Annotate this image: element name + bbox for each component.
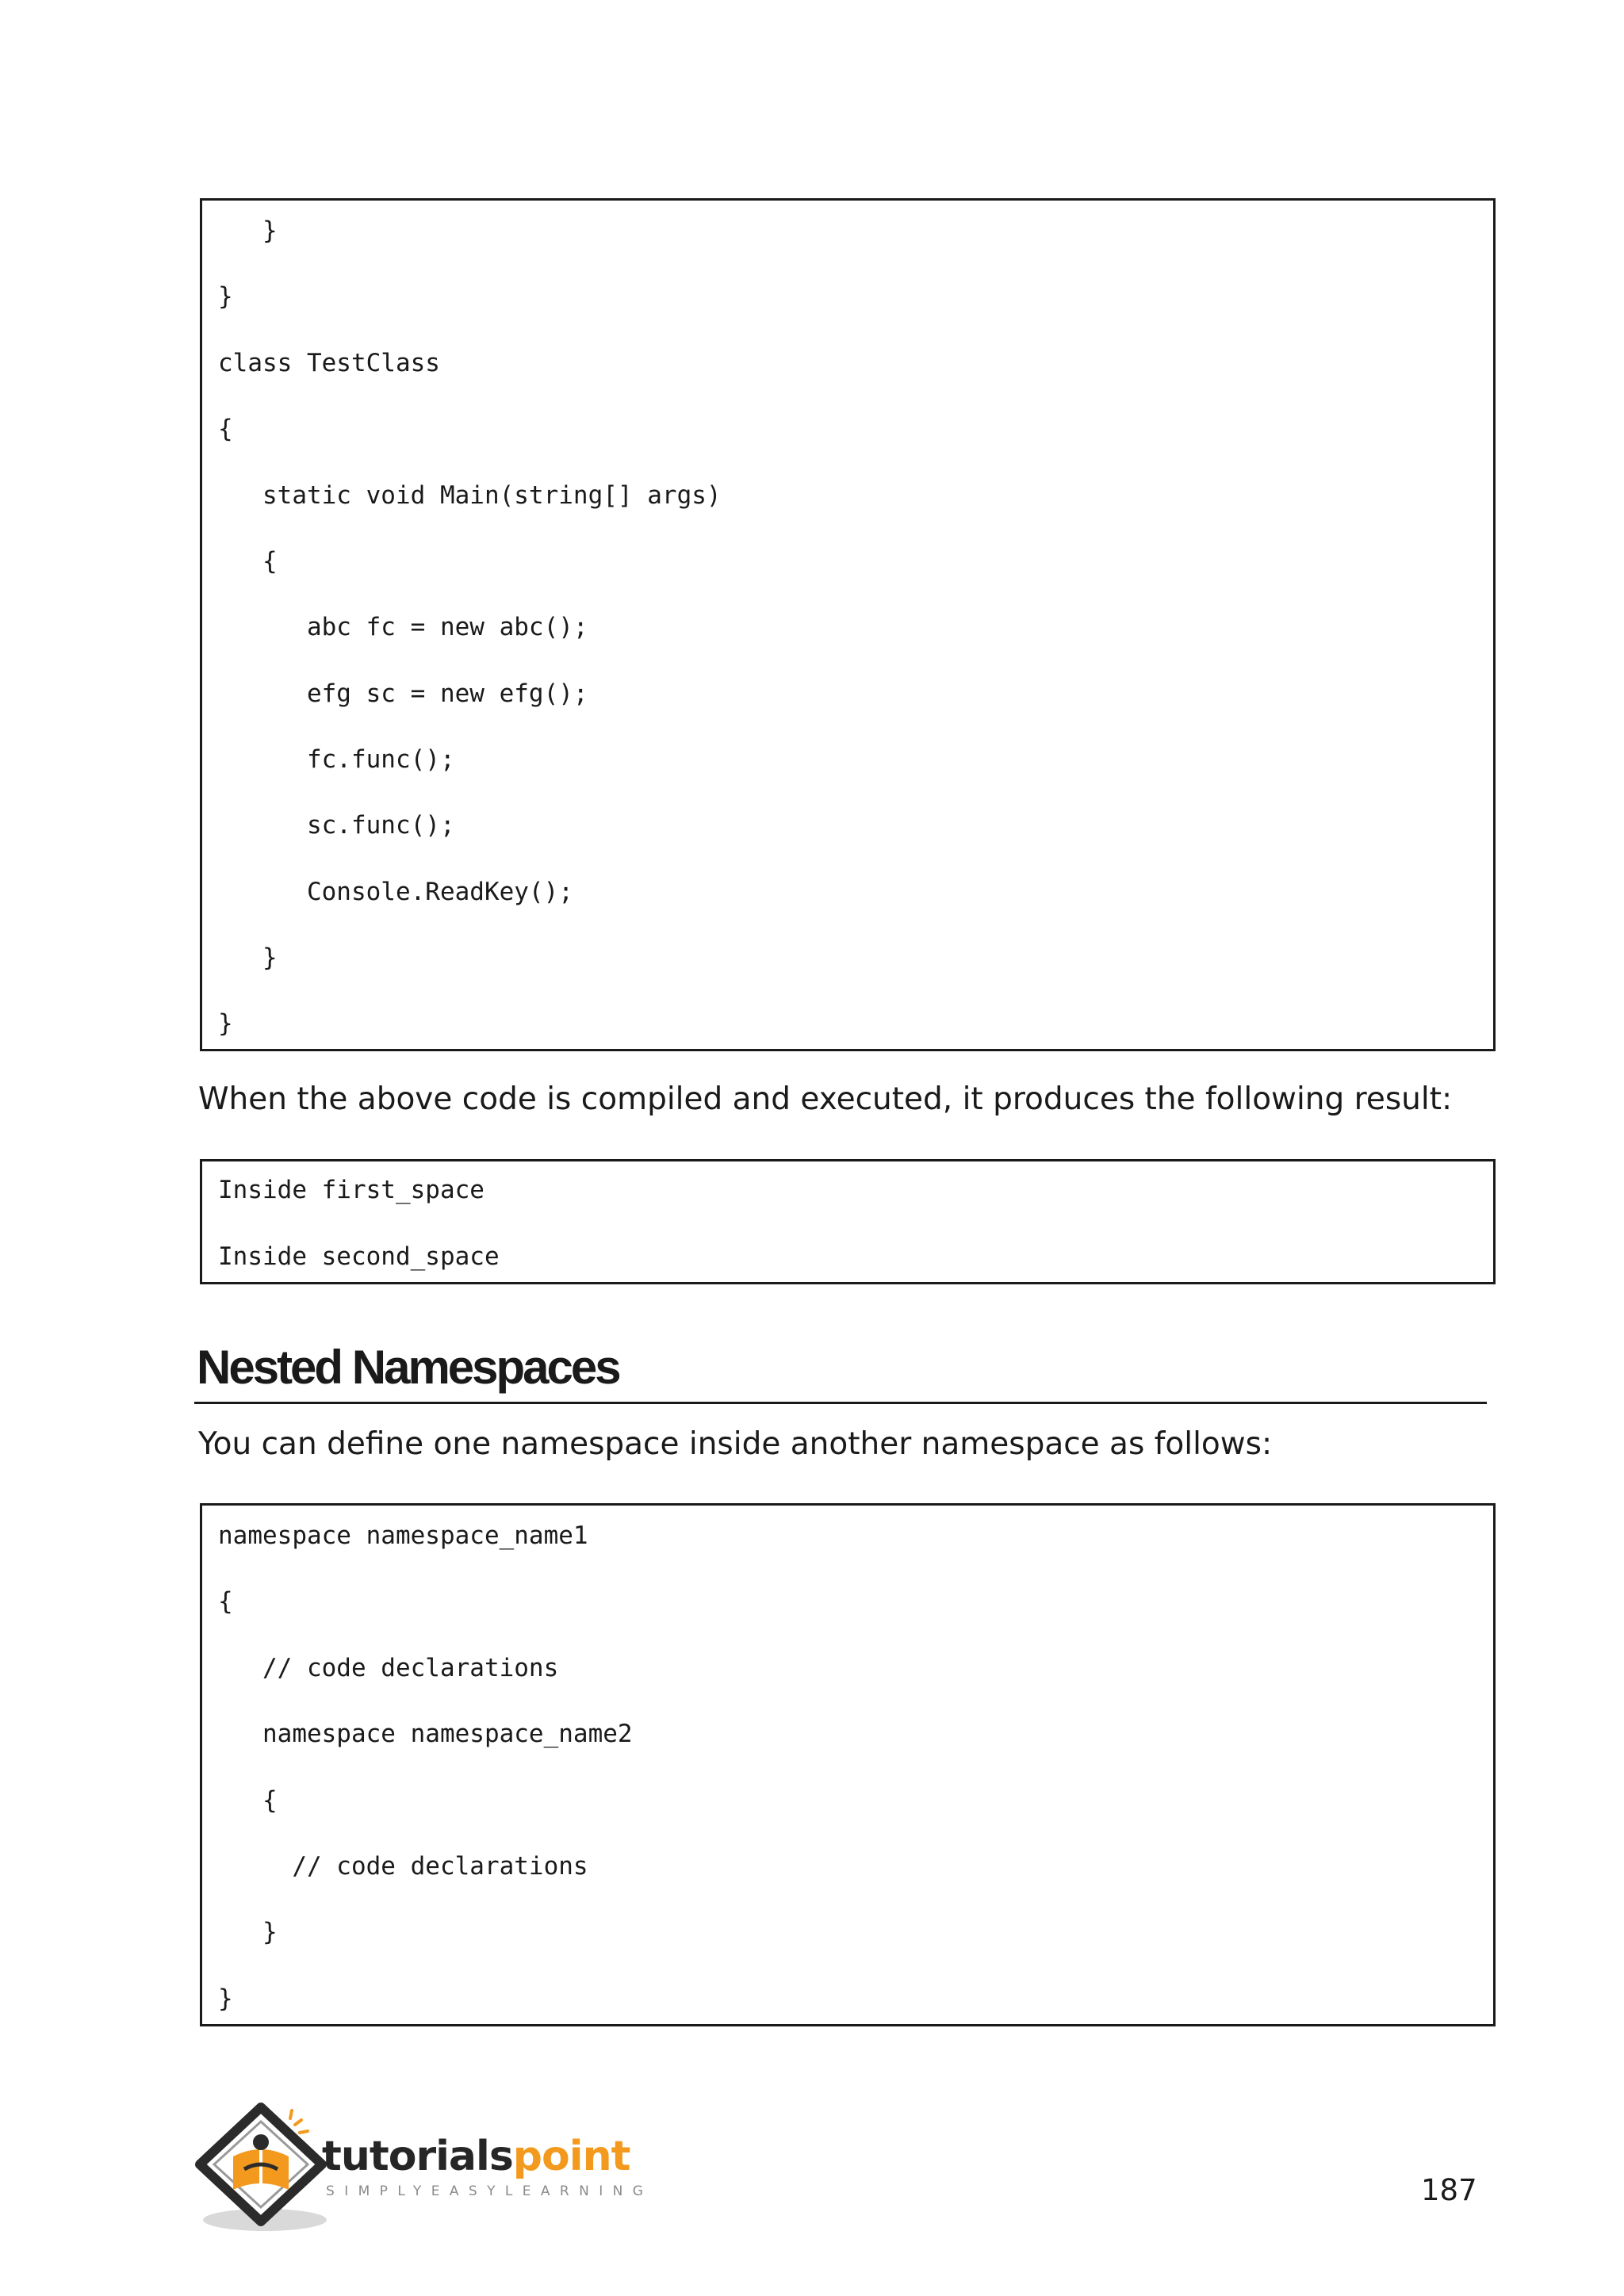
code-line: } <box>218 282 233 311</box>
code-line: namespace namespace_name2 <box>218 1720 633 1748</box>
code-line: } <box>218 1918 278 1946</box>
code-line: sc.func(); <box>218 811 455 840</box>
code-line: { <box>218 547 278 576</box>
tutorialspoint-logo <box>195 2101 653 2236</box>
code-line: { <box>218 415 233 443</box>
code-line: } <box>218 1009 233 1038</box>
code-line: { <box>218 1587 233 1616</box>
logo-tagline: SIMPLYEASYLEARNING <box>326 2183 653 2199</box>
output-block <box>200 1159 1496 1284</box>
logo-diamond-icon <box>195 2101 334 2240</box>
code-line: class TestClass <box>218 349 440 377</box>
code-line: static void Main(string[] args) <box>218 481 722 510</box>
code-line: { <box>218 1786 278 1815</box>
code-line: efg sc = new efg(); <box>218 679 588 708</box>
code-line: } <box>218 1984 233 2013</box>
page-number: 187 <box>1421 2173 1477 2207</box>
code-line: } <box>218 943 278 972</box>
heading-underline <box>194 1402 1487 1404</box>
code-line: namespace namespace_name1 <box>218 1521 588 1550</box>
code-line: abc fc = new abc(); <box>218 613 588 641</box>
result-intro-paragraph: When the above code is compiled and executed, it produces the following result: <box>198 1081 1453 1117</box>
logo-word-tutorials: tutorials <box>322 2133 513 2180</box>
code-line: // code declarations <box>218 1654 559 1682</box>
section-heading: Nested Namespaces <box>197 1341 619 1394</box>
code-line: // code declarations <box>218 1852 588 1881</box>
section-intro-paragraph: You can define one namespace inside another namespace as follows: <box>198 1426 1273 1462</box>
code-line: Console.ReadKey(); <box>218 878 573 906</box>
code-line: } <box>218 216 278 245</box>
code-block-nested-namespaces <box>200 1503 1496 2026</box>
output-line: Inside second_space <box>218 1242 500 1271</box>
logo-word-point: point <box>512 2133 630 2180</box>
output-line: Inside first_space <box>218 1176 485 1204</box>
code-block-main <box>200 198 1496 1051</box>
code-line: fc.func(); <box>218 745 455 774</box>
logo-wordmark <box>322 2134 630 2179</box>
